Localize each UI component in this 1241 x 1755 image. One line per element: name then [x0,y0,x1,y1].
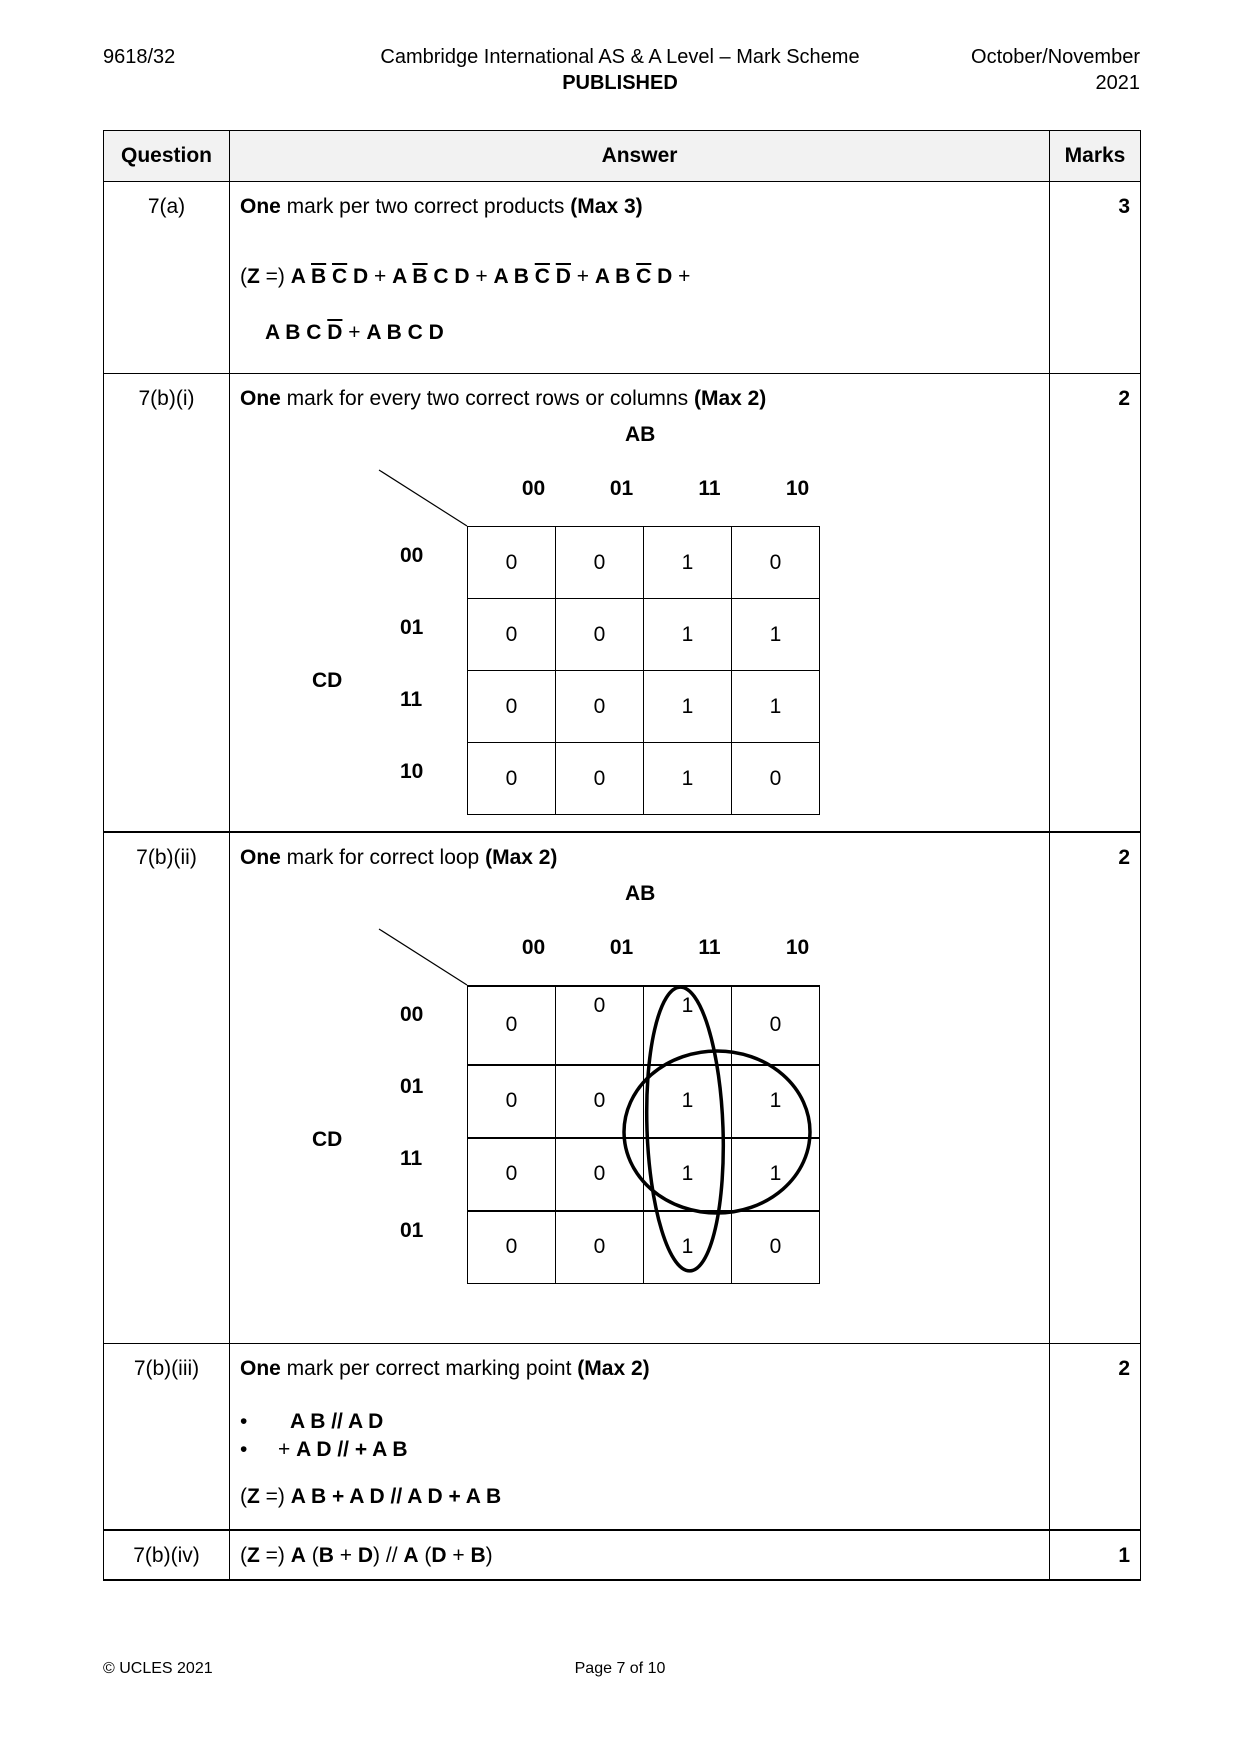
kmap-cell: 0 [468,1211,556,1284]
simplified-expression: (Z =) A B + A D // A D + A B [240,1485,502,1508]
kmap-row-label: 01 [400,1218,424,1242]
kmap-col-label: 11 [698,935,721,959]
kmap-row-label: 11 [400,1146,423,1170]
question-number: 7(b)(iii) [104,1344,230,1530]
kmap-col-label: 00 [521,477,546,500]
kmap-ab-label: AB [625,423,656,446]
kmap-cell: 1 [732,599,820,671]
table-row-7a [104,182,1141,374]
kmap-cell: 0 [556,527,644,599]
list-item: • A B // A D [240,1410,384,1433]
kmap-cell: 1 [644,527,732,599]
kmap-cell: 0 [468,1138,556,1211]
boolean-expression-line-2: A B C $\overline{D} + A$ B C D [265,321,444,344]
kmap-cd-label: CD [312,669,343,692]
document-status: PUBLISHED [562,72,678,94]
kmap-cell: 0 [732,743,820,815]
kmap-cell: 0 [556,1065,644,1138]
question-column-header: Question [104,131,230,182]
question-number: 7(b)(ii) [104,832,230,1344]
marks-value: 3 [1050,182,1141,374]
factorised-expression: (Z =) A (B + D) // A (D + B) [240,1543,493,1567]
kmap-cell: 0 [556,1138,644,1211]
kmap-row-label: 11 [400,688,423,711]
kmap-cell: 1 [644,1138,732,1211]
kmap-cell: 0 [732,527,820,599]
kmap-cell: 0 [468,986,556,1065]
kmap-row-label: 10 [400,760,424,783]
answer-column-header: Answer [230,131,1050,182]
kmap-cell: 1 [732,671,820,743]
boolean-expression-line-1: (Z =) A $\overline{B}$ $\overline{C}$ D + A $\overline{B}$ C D + A B $\overline{C}$ $\overline{D} + A$ B $\overline{C}$ D + [240,265,691,288]
kmap-cell: 0 [556,599,644,671]
kmap-cell: 1 [732,1138,820,1211]
kmap-cell: 0 [468,671,556,743]
table-row-7biii [104,1344,1141,1530]
marking-points-list [240,1408,1049,1464]
kmap-col-label: 01 [609,935,634,959]
kmap-grid [467,526,820,815]
kmap-ab-label: AB [625,881,656,905]
question-number: 7(b)(i) [104,374,230,832]
document-title: Cambridge International AS & A Level – Mark Scheme [380,46,860,68]
footer-copyright: © UCLES 2021 [103,1660,213,1677]
kmap-cell: 1 [732,1065,820,1138]
marks-value: 2 [1050,832,1141,1344]
kmap-cell: 1 [644,671,732,743]
kmap-grid [467,985,820,1284]
marking-instruction: One mark for correct loop (Max 2) [240,845,558,869]
marks-value: 2 [1050,374,1141,832]
marking-instruction: One mark for every two correct rows or columns (Max 2) [240,387,767,410]
kmap-cell: 0 [468,599,556,671]
paper-code: 9618/32 [103,46,176,68]
kmap-cell: 0 [556,1211,644,1284]
session-line-2: 2021 [1095,72,1140,94]
session-line-1: October/November [971,46,1140,68]
kmap-cell: 0 [556,743,644,815]
answer-cell [230,1344,1050,1530]
kmap-cell: 0 [732,1211,820,1284]
kmap-row-label: 01 [400,1074,424,1098]
kmap-cell: 0 [468,1065,556,1138]
question-number: 7(b)(iv) [104,1530,230,1580]
marks-value: 2 [1050,1344,1141,1530]
kmap-row-label: 01 [400,616,424,639]
kmap-cell: 1 [644,1211,732,1284]
kmap-cell: 0 [468,527,556,599]
marking-instruction: One mark per two correct products (Max 3) [240,195,643,218]
karnaugh-map [230,374,1050,832]
kmap-col-label: 11 [698,477,721,500]
kmap-row-label: 00 [400,544,424,567]
marks-value: 1 [1050,1530,1141,1580]
answer-cell [230,1530,1050,1580]
kmap-col-label: 10 [785,935,810,959]
table-row-7biv [104,1530,1141,1580]
marking-instruction: One mark per correct marking point (Max 2) [240,1357,650,1380]
kmap-cell: 0 [468,743,556,815]
kmap-col-label: 10 [785,477,810,500]
answer-cell [230,182,1050,374]
marks-column-header: Marks [1050,131,1141,182]
kmap-cell: 0 [556,986,644,1065]
table-row-7bi [104,374,1141,832]
karnaugh-map [230,833,1050,1345]
footer-page-number: Page 7 of 10 [574,1660,666,1677]
kmap-cell: 1 [644,743,732,815]
kmap-cell: 1 [644,599,732,671]
kmap-cd-label: CD [312,1127,343,1151]
question-number: 7(a) [104,182,230,374]
mark-scheme-table [103,130,1141,1581]
table-row-7bii [104,832,1141,1344]
kmap-cell: 1 [644,1065,732,1138]
kmap-cell: 1 [644,986,732,1065]
kmap-cell: 0 [732,986,820,1065]
answer-cell [230,832,1050,1344]
list-item: • + A D // + A B [240,1438,408,1461]
kmap-cell: 0 [556,671,644,743]
kmap-col-label: 00 [521,935,546,959]
table-header-row [104,131,1141,182]
answer-cell [230,374,1050,832]
kmap-row-label: 00 [400,1002,424,1026]
kmap-col-label: 01 [609,477,634,500]
